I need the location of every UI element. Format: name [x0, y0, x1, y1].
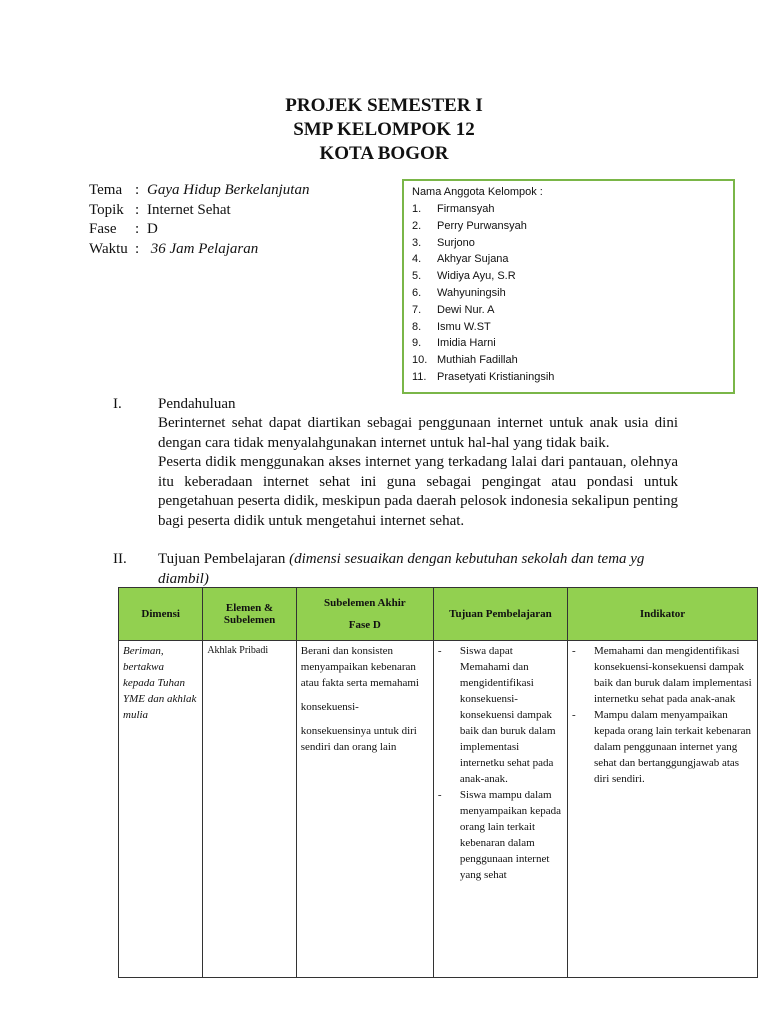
member-item: 2. Perry Purwansyah	[412, 219, 527, 232]
list-item: - Memahami dan mengidentifikasi konsekuensi-konsekuensi dampak baik dan buruk dalam implementasi internetku sehat pada anak-anak	[572, 645, 752, 705]
section1-paragraph2: Peserta didik menggunakan akses internet yang terkadang lalai dari pantauan, olehnya itu keberadaan internet sehat ini guna sebagai pengingat atau pondasi untuk pengetahuan peserta didik, meskipun pada daerah pelosok indonesia sekalipun penting bagi peserta didik untuk mengetahui internet sehat.	[158, 454, 678, 529]
project-info	[89, 181, 309, 259]
learning-goals-table	[118, 587, 758, 978]
header-elemen: Elemen & Subelemen	[203, 588, 296, 641]
cell-dimensi: Beriman, bertakwa kepada Tuhan YME dan akhlak mulia	[119, 641, 203, 978]
doc-title-line2: SMP KELOMPOK 12	[293, 119, 475, 140]
section1-number: I.	[113, 396, 122, 412]
member-item: 4. Akhyar Sujana	[412, 253, 509, 266]
member-item: 9. Imidia Harni	[412, 337, 496, 350]
member-item: 11. Prasetyati Kristianingsih	[412, 370, 555, 383]
list-item: - Siswa mampu dalam menyampaikan kepada orang lain terkait kebenaran dalam penggunaan internet yang sehat	[437, 789, 562, 881]
member-item: 3. Surjono	[412, 236, 475, 249]
cell-tujuan	[433, 641, 567, 978]
doc-title-line1: PROJEK SEMESTER I	[285, 95, 483, 116]
member-item: 5. Widiya Ayu, S.R	[412, 270, 516, 283]
member-item: 10. Muthiah Fadillah	[412, 354, 518, 367]
table-row	[119, 641, 758, 978]
list-item: - Siswa dapat Memahami dan mengidentifikasi konsekuensi-konsekuensi dampak baik dan buruk dalam implementasi internetku sehat pada anak-anak.	[437, 645, 556, 785]
cell-indikator	[568, 641, 758, 978]
members-title: Nama Anggota Kelompok :	[412, 186, 543, 198]
info-waktu: Waktu : 36 Jam Pelajaran	[89, 240, 309, 260]
table-header-row	[119, 588, 758, 641]
info-tema: Tema : Gaya Hidup Berkelanjutan	[89, 181, 309, 201]
info-label: Fase	[89, 221, 117, 237]
section2-title: Tujuan Pembelajaran	[158, 551, 290, 567]
member-item: 1. Firmansyah	[412, 203, 495, 215]
info-value: 36 Jam Pelajaran	[147, 240, 259, 257]
header-dimensi: Dimensi	[119, 588, 203, 641]
info-label: Waktu	[89, 240, 128, 257]
info-topik: Topik : Internet Sehat	[89, 201, 309, 221]
info-label: Topik	[89, 201, 124, 218]
info-value: D	[147, 221, 158, 237]
section1-paragraph1: Berinternet sehat dapat diartikan sebagai penggunaan internet untuk anak usia dini dengan cara tidak menyalahgunakan internet untuk hal-hal yang tidak baik.	[158, 415, 678, 451]
section2-note: (dimensi sesuaikan dengan kebutuhan sekolah dan tema yg diambil)	[158, 551, 645, 587]
info-value: Internet Sehat	[147, 201, 231, 218]
info-label: Tema	[89, 182, 123, 198]
list-item: - Mampu dalam menyampaikan kepada orang lain terkait kebenaran dalam penggunaan internet yang sehat dan bertanggungjawab atas diri sendiri.	[572, 709, 751, 785]
doc-title-line3: KOTA BOGOR	[319, 143, 449, 164]
section1-title: Pendahuluan	[158, 396, 236, 412]
info-value: Gaya Hidup Berkelanjutan	[147, 182, 310, 198]
header-indikator: Indikator	[568, 588, 758, 641]
section2-heading	[158, 550, 678, 589]
section2-number: II.	[113, 551, 127, 567]
member-item: 8. Ismu W.ST	[412, 320, 491, 333]
member-item: 7. Dewi Nur. A	[412, 303, 495, 316]
header-subelemen: Subelemen Akhir Fase D	[296, 588, 433, 641]
cell-elemen: Akhlak Pribadi	[203, 641, 296, 978]
info-fase: Fase : D	[89, 220, 309, 240]
header-tujuan: Tujuan Pembelajaran	[433, 588, 567, 641]
cell-subelemen: Berani dan konsisten menyampaikan kebenaran atau fakta serta memahami konsekuensi- konsekuensinya untuk diri sendiri dan orang lain	[296, 641, 433, 978]
member-item: 6. Wahyuningsih	[412, 286, 506, 299]
members-box	[402, 179, 735, 394]
